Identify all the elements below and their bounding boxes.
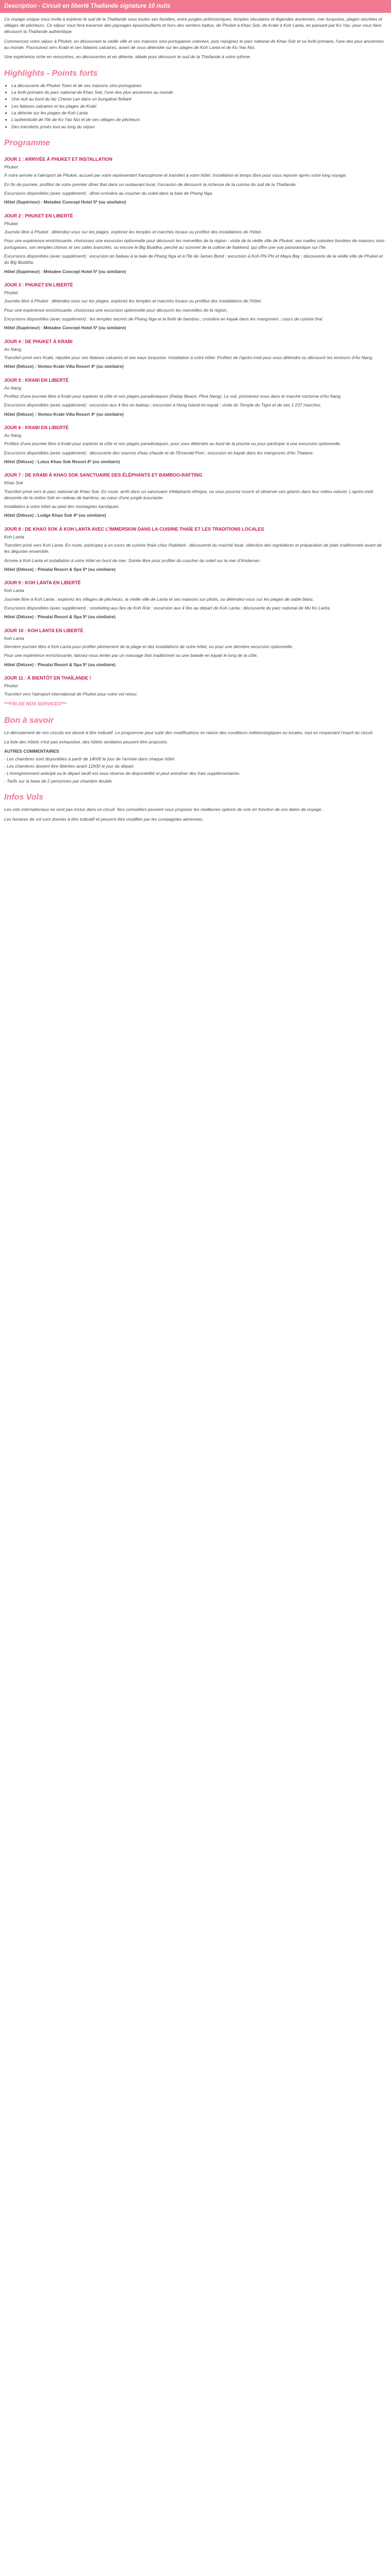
program-day (0, 213, 391, 275)
day-paragraph: Transfert privé vers le parc national de Khao Sok. En route, arrêt dans un sanctuaire d'éléphants éthique, où vous pourrez nourrir et observer ces géants dans leur milieu naturel. L'après-midi, descente de la rivière Sok en radeau de bambou, au cœur d'une jungle luxuriante. (4, 488, 374, 500)
day-title: JOUR 7 : DE KRABI À KHAO SOK SANCTUAIRE DES ÉLÉPHANTS ET BAMBOO-RAFTING (4, 472, 203, 478)
program-days (0, 156, 391, 698)
highlight-item: • Une nuit au bord du lac Cheow Lan dans un bungalow flottant (11, 96, 387, 102)
highlight-item: • Les falaises calcaires et les plages de Krabi (11, 103, 387, 109)
day-title: JOUR 2 : PHUKET EN LIBERTÉ (4, 213, 73, 218)
program-day (0, 338, 391, 370)
highlight-item: • La découverte de Phuket Town et de ses maisons sino-portugaises (11, 82, 387, 89)
day-location: Phuket (4, 290, 18, 295)
program-day (0, 472, 391, 519)
day-location: Phuket (4, 164, 18, 170)
day-paragraph: Profitez d'une journée libre à Krabi pour explorer la côte et ses plages paradisiaques (Railay Beach, Phra Nang). Le soir, promenez-vous dans le marché nocturne d'Ao Nang. (4, 393, 342, 399)
day-location: Ao Nang (4, 346, 22, 352)
day-hotel: Hôtel (Supérieur) : Metadee Concept Hotel 5* (ou similaire) (4, 325, 126, 331)
program-day (0, 282, 391, 331)
day-paragraph: Dernière journée libre à Koh Lanta pour profiter pleinement de la plage et des installations de votre hôtel, ou pour une dernière excursion optionnelle. (4, 644, 294, 650)
day-location: Koh Lanta (4, 635, 24, 641)
day-title: JOUR 5 : KRABI EN LIBERTÉ (4, 377, 69, 383)
day-paragraph: Excursions disponibles (avec supplément) : découverte des sources d'eau chaude et de l'Emerald Pool ; excursion en kayak dans les mangroves d'Ao Thalane. (4, 450, 314, 455)
day-location: Koh Lanta (4, 588, 24, 594)
flights-info-title: Infos Vols (4, 793, 43, 802)
day-hotel: Hôtel (Supérieur) : Metadee Concept Hotel 5* (ou similaire) (4, 268, 126, 274)
day-paragraph: Excursions disponibles (avec supplément) : dîner-croisière au coucher du soleil dans la baie de Phang Nga. (4, 191, 214, 196)
highlights-title: Highlights - Points forts (4, 69, 98, 78)
day-paragraph: Transfert vers l'aéroport international de Phuket pour votre vol retour. (4, 691, 138, 697)
bon-a-savoir-paragraph: Le déroulement de nos circuits est donné à titre indicatif. Le programme peut subir des modifications en raison des conditions météorologiques ou locales, tout en respectant l'esprit du circuit. (4, 730, 374, 735)
day-paragraph: Journée libre à Koh Lanta : explorez les villages de pêcheurs, la vieille ville de Lanta et ses maisons sur pilotis, ou détendez-vous sur les plages de sable blanc. (4, 596, 315, 602)
comment-line: - Les chambres sont disponibles à partir de 14h00 le jour de l'arrivée dans chaque hôtel. (4, 756, 175, 761)
day-paragraph: Arrivée à Koh Lanta et installation à votre hôtel en bord de mer. Soirée libre pour profiter du coucher du soleil sur la mer d'Andaman. (4, 557, 261, 563)
page-title: Description - Circuit en liberté Thailande signature 10 nuits (0, 0, 391, 13)
day-title: JOUR 11 : À BIENTÔT EN THAÏLANDE ! (4, 675, 91, 681)
day-paragraph: Installation à votre hôtel au pied des montagnes karstiques. (4, 504, 120, 510)
day-paragraph: Pour une expérience enrichissante, choisissez une excursion optionnelle pour découvrir les merveilles de la région. (4, 307, 228, 313)
bon-a-savoir-paragraph: La liste des hôtels n'est pas exhaustive, des hôtels similaires peuvent être proposés. (4, 739, 168, 745)
day-location: Koh Lanta (4, 534, 24, 539)
program-day (0, 526, 391, 573)
day-title: JOUR 3 : PHUKET EN LIBERTÉ (4, 282, 73, 287)
day-paragraph: Journée libre à Phuket : détendez-vous sur les plages, explorez les temples et marchés locaux ou profitez des installations de l'hôtel. (4, 229, 262, 235)
day-location: Ao Nang (4, 385, 22, 391)
day-hotel: Hôtel (Supérieur) : Metadee Concept Hotel 5* (ou similaire) (4, 199, 126, 205)
other-comments-title: AUTRES COMMENTAIRES (4, 749, 59, 754)
program-title: Programme (4, 138, 50, 147)
day-paragraph: Transfert privé vers Koh Lanta. En route, participez à un cours de cuisine thaïe chez l'habitant : découverte du marché local, sélection des ingrédients et préparation de plats traditionnels avant de les déguster ensemble. (4, 543, 382, 554)
day-title: JOUR 1 : ARRIVÉE À PHUKET ET INSTALLATION (4, 157, 112, 162)
day-hotel: Hôtel (Déluxe) : Pimalai Resort & Spa 5* (ou similaire) (4, 614, 116, 620)
flights-info-paragraph: Les vols internationaux ne sont pas inclus dans ce circuit. Nos conseillers peuvent vous proposer les meilleures options de vols en fonction de vos dates de voyage. (4, 807, 323, 812)
day-title: JOUR 9 : KOH LANTA EN LIBERTÉ (4, 580, 81, 586)
program-day (0, 425, 391, 465)
intro-paragraph: Commencez votre séjour à Phuket, en découvrant la vieille ville et ses maisons sino-portugaises colorées, puis rejoignez le parc national de Khao Sok et sa forêt primaire, l'une des plus anciennes au monde. Poursuivez vers Krabi et ses falaises calcaires, avant de vous détendre sur les plages de Koh Lanta et de Ko Yao Noi. (4, 38, 384, 50)
day-location: Ao Nang (4, 432, 22, 438)
day-title: JOUR 8 : DE KHAO SOK À KOH LANTA AVEC L'IMMERSION DANS LA CUISINE THAÏE ET LES TRADITIONS LOCALES (4, 526, 264, 532)
day-paragraph: Profitez d'une journée libre à Krabi pour explorer la côte et ses plages paradisiaques, pour vous détendre au bord de la piscine ou pour participer à une excursion optionnelle. (4, 441, 341, 447)
day-paragraph: En fin de journée, profitez de votre premier dîner thaï dans un restaurant local, l'occasion de découvrir la richesse de la cuisine du sud de la Thaïlande. (4, 181, 297, 187)
day-hotel: Hôtel (Déluxe) : Lodge Khao Sok 4* (ou similaire) (4, 513, 106, 518)
day-hotel: Hôtel (Déluxe) : Ventoo Krabi Villa Resort 4* (ou similaire) (4, 364, 124, 369)
day-paragraph: Transfert privé vers Krabi, réputée pour ses falaises calcaires et ses eaux turquoise. Installation à votre hôtel. Profitez de l'après-midi pour vous détendre ou découvrir les environs d'Ao Nang. (4, 354, 373, 360)
comment-line: - Les chambres doivent être libérées avant 12h00 le jour du départ. (4, 764, 135, 769)
day-paragraph: Pour une expérience enrichissante, choisissez une excursion optionnelle pour découvrir les merveilles de la région : visite de la vieille ville de Phuket, ses ruelles colorées bordées de maisons sino-portugaises, ses temples chinois et ses cafés branchés, ou encore le Big Buddha, perché au sommet de la colline de Nakkerd, qui offre une vue panoramique sur l'île. (4, 238, 385, 250)
day-paragraph: Excursions disponibles (avec supplément) : les temples secrets de Phang Nga et la forêt de bambou ; croisière en kayak dans les mangroves ; cours de cuisine thaï. (4, 316, 324, 321)
comment-line: - Tarifs sur la base de 2 personnes par chambre double. (4, 778, 113, 784)
day-paragraph: Excursions disponibles (avec supplément) : excursion en bateau à la baie de Phang Nga et à l'île de James Bond ; excursion à Koh Phi Phi et Maya Bay ; découverte de la vieille ville de Phuket et du Big Buddha. (4, 253, 383, 265)
day-paragraph: Excursions disponibles (avec supplément) : excursion aux 4 îles en bateau ; excursion à Hong Island en kayak ; visite du Temple du Tigre et de ses 1 237 marches. (4, 402, 322, 408)
day-paragraph: À votre arrivée à l'aéroport de Phuket, accueil par votre représentant francophone et transfert à votre hôtel. Installation et temps libre pour vous reposer après votre long voyage. (4, 173, 347, 178)
program-day (0, 580, 391, 620)
program-day (0, 628, 391, 668)
day-location: Khao Sok (4, 480, 23, 486)
comment-line: - L'enregistrement anticipé ou le départ tardif est sous réserve de disponibilité et peut entraîner des frais supplémentaires. (4, 771, 241, 776)
day-paragraph: Pour une expérience enrichissante, laissez-vous tenter par un massage thaï traditionnel ou une balade en kayak le long de la côte. (4, 653, 258, 658)
highlight-item: • L'authenticité de l'île de Ko Yao Noi et de ses villages de pêcheurs (11, 116, 387, 123)
day-paragraph: Journée libre à Phuket : détendez-vous sur les plages, explorez les temples et marchés locaux ou profitez des installations de l'hôtel. (4, 298, 262, 304)
day-hotel: Hôtel (Déluxe) : Ventoo Krabi Villa Resort 4* (ou similaire) (4, 411, 124, 417)
day-title: JOUR 10 : KOH LANTA EN LIBERTÉ (4, 628, 84, 633)
end-of-services-banner: ***FIN DE NOS SERVICES*** (4, 701, 67, 706)
highlights-list (11, 82, 387, 130)
day-location: Phuket (4, 683, 18, 688)
intro-section (0, 16, 391, 60)
day-title: JOUR 6 : KRABI EN LIBERTÉ (4, 425, 69, 430)
day-location: Phuket (4, 221, 18, 226)
page (0, 0, 391, 841)
day-title: JOUR 4 : DE PHUKET À KRABI (4, 338, 73, 344)
day-hotel: Hôtel (Déluxe) : Pimalai Resort & Spa 5* (ou similaire) (4, 567, 116, 572)
program-day (0, 675, 391, 698)
intro-paragraph: Ce voyage unique vous invite à explorer le sud de la Thaïlande sous toutes ses facettes, entre jungles préhistoriques, temples séculaires et légendes anciennes, mer turquoise, plages secrètes et villages de pêcheurs. Ce séjour vous fera traverser des paysages époustouflants et hors des sentiers battus, de Phuket à Khao Sok, de Krabi à Koh Lanta, en passant par Ko Yao, pour vous faire découvrir la Thaïlande authentique. (4, 16, 382, 35)
program-day (0, 156, 391, 206)
flights-info-paragraph: Les horaires de vol sont donnés à titre indicatif et peuvent être modifiés par les compagnies aériennes. (4, 816, 204, 822)
day-hotel: Hôtel (Déluxe) : Pimalai Resort & Spa 5* (ou similaire) (4, 662, 116, 667)
bon-a-savoir-title: Bon à savoir (4, 716, 54, 725)
day-paragraph: Excursions disponibles (avec supplément) : snorkeling aux îles de Koh Rok ; excursion aux 4 îles au départ de Koh Lanta ; découverte du parc national de Mu Ko Lanta. (4, 605, 331, 611)
day-hotel: Hôtel (Déluxe) : Lotus Khao Sok Resort 4* (ou similaire) (4, 459, 120, 464)
highlight-item: • La forêt primaire du parc national de Khao Sok, l'une des plus anciennes au monde (11, 89, 387, 95)
program-day (0, 377, 391, 417)
intro-paragraph: Une expérience riche en rencontres, en découvertes et en détente, idéale pour découvrir le sud de la Thaïlande à votre rythme. (4, 54, 251, 60)
highlight-item: • Des transferts privés tout au long du séjour (11, 124, 387, 130)
highlight-item: • La détente sur les plages de Koh Lanta (11, 110, 387, 116)
